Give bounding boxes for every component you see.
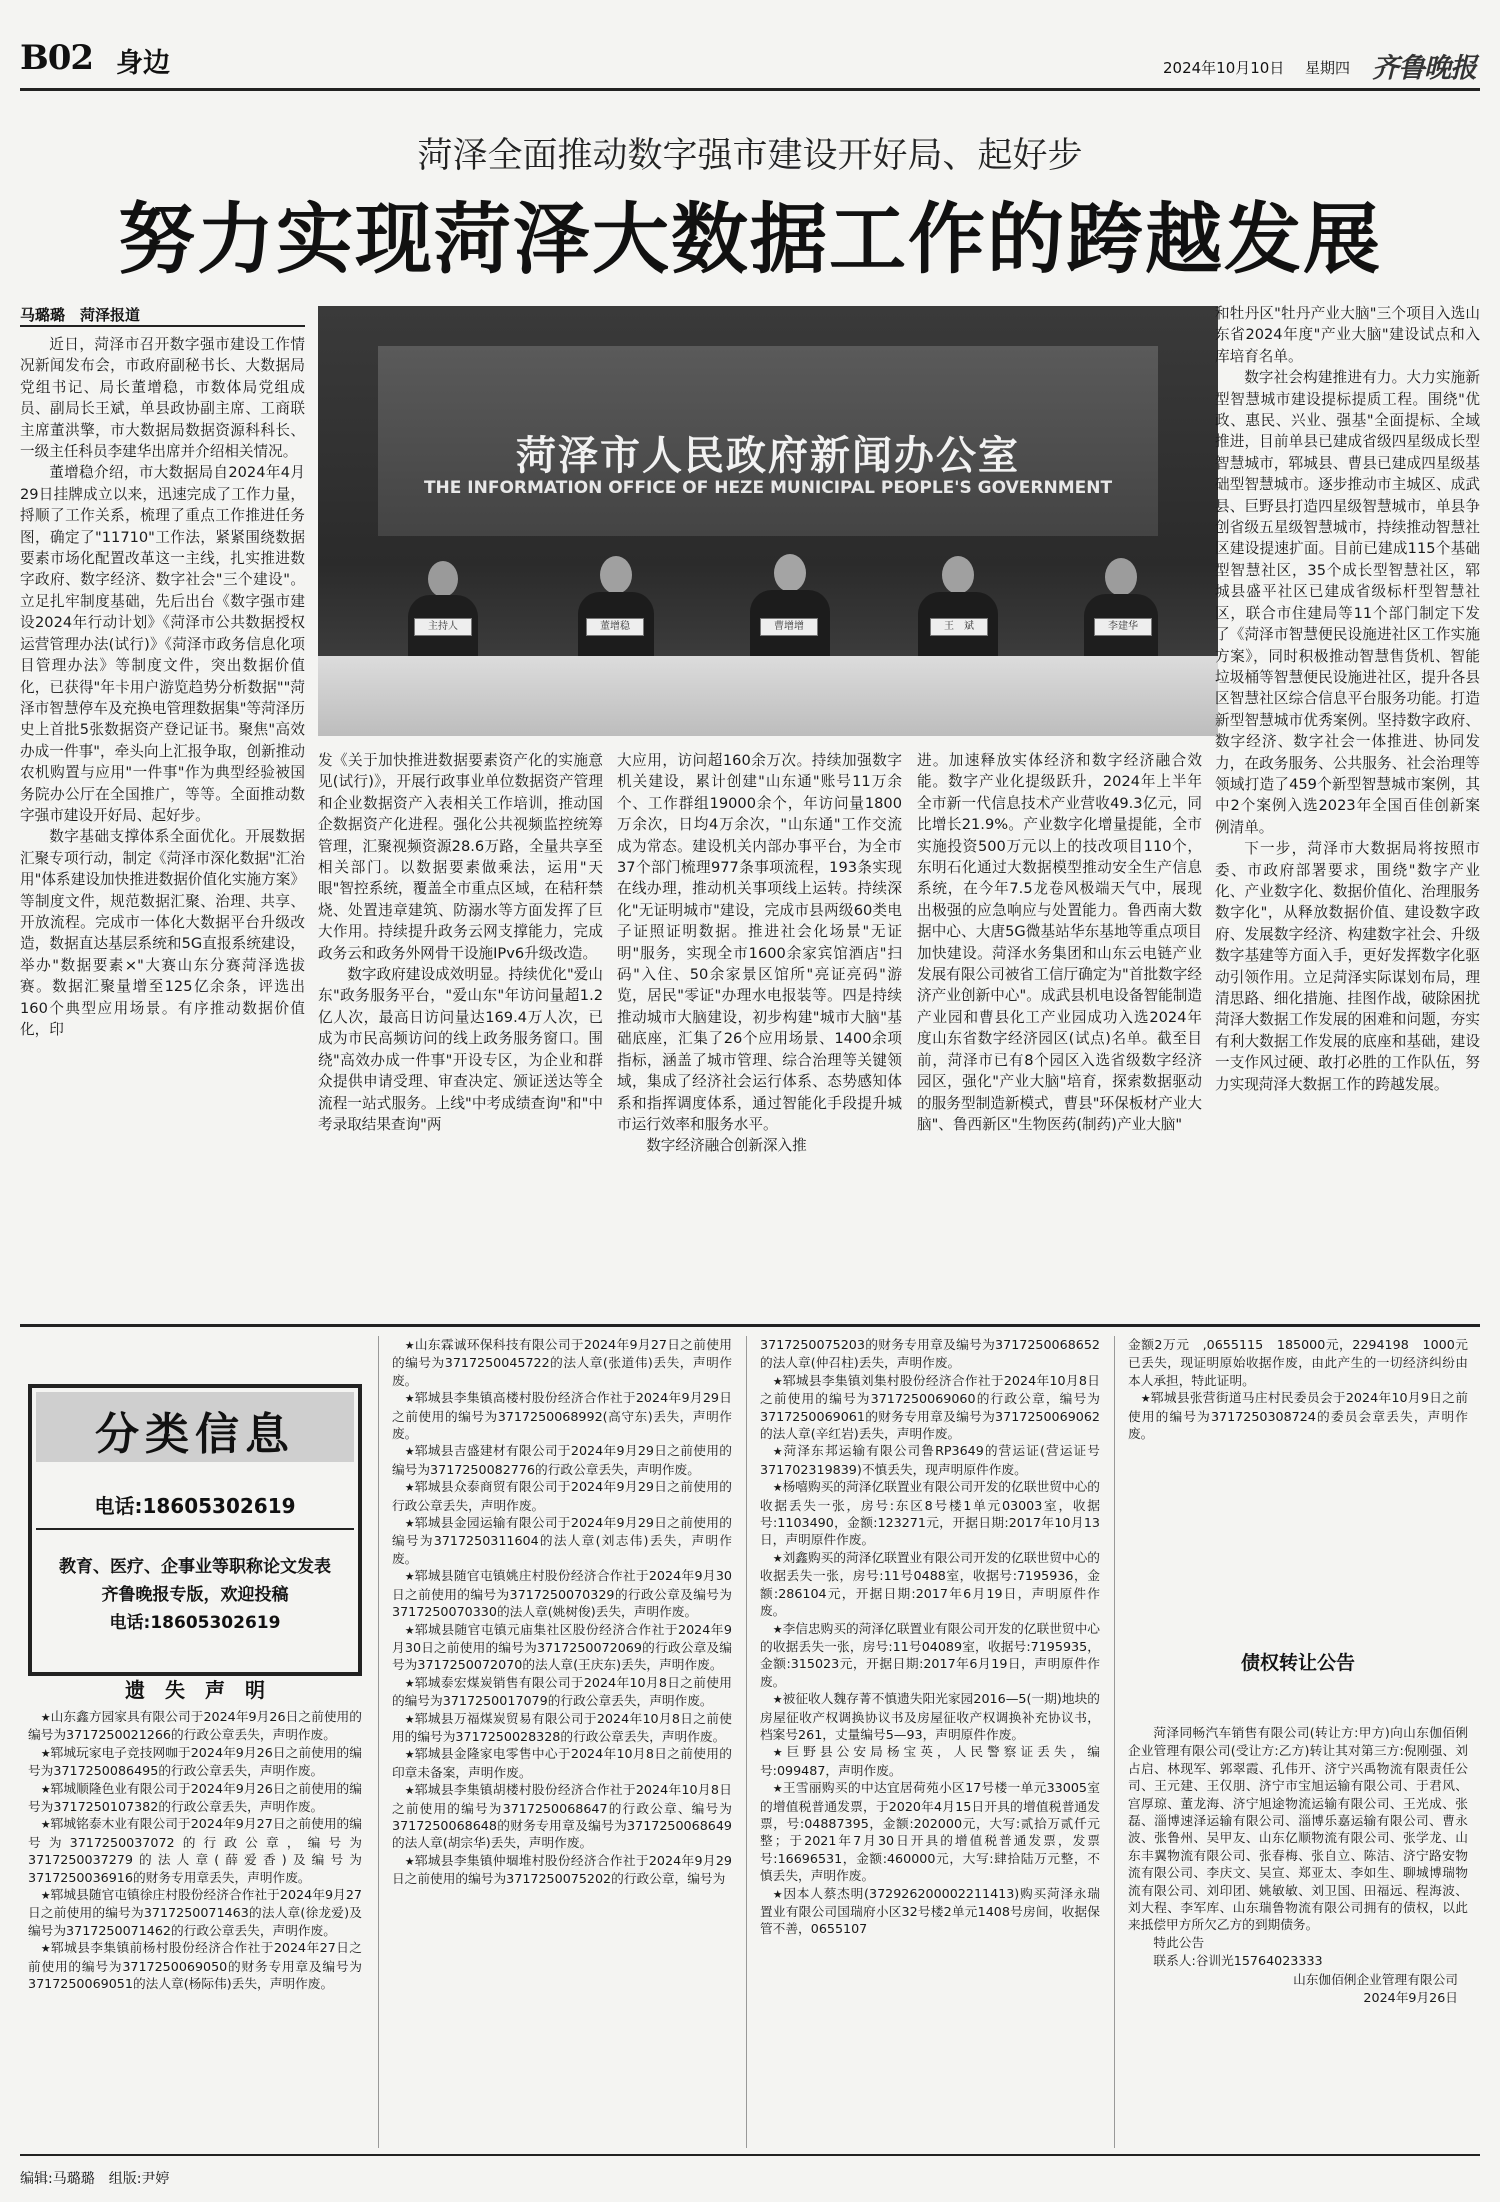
backdrop-banner-en: THE INFORMATION OFFICE OF HEZE MUNICIPAL PEOPLE'S GOVERNMENT: [423, 478, 1113, 498]
list-item: ★ 因本人蔡杰明(372926200002211413)购买菏泽永瑞置业有限公司国瑞府小区32号楼2单元1408号房间，收据保管不善，0655107: [760, 1885, 1100, 1938]
paragraph: 特此公告: [1153, 1934, 1205, 1950]
paragraph: 发《关于加快推进数据要素资产化的实施意见(试行)》，开展行政事业单位数据资产管理和企业数据资产入表相关工作培训，推动国企数据资产化进程。强化公共视频监控统筹管理，汇聚视频资源28.6万路，全量共享至相关部门。以数据要素做乘法，运用"天眼"智控系统，覆盖全市重点区域，在秸秆禁烧、处置违章建筑、防溺水等方面发挥了巨大作用。持续提升政务云网支撑能力，完成政务云和政务外网骨干设施IPv6升级改造。: [318, 752, 603, 962]
section-name: 身边: [116, 48, 170, 79]
paragraph: 下一步，菏泽市大数据局将按照市委、市政府部署要求，围绕"数字产业化、产业数字化、数据价值化、治理服务数字化"，从释放数据价值、建设数字政府、发展数字经济、构建数字社会、升级数字基建等方面入手，更好发挥数字化驱动引领作用。立足菏泽实际谋划布局，理清思路、细化措施、挂图作战，破除困扰菏泽大数据工作发展的困难和问题，夯实有利大数据工作发展的底座和基础，建设一支作风过硬、敢打必胜的工作队伍，努力实现菏泽大数据工作的跨越发展。: [1215, 840, 1480, 1093]
nameplate: 曹增增: [760, 618, 818, 636]
list-item: ★ 王雪丽购买的中达宜居荷苑小区17号楼一单元33005室的增值税普通发票，于2020年4月15日开具的增值税普通发票，号:04887395，金额:202000元，大写:贰拾万贰仟元整；于2021年7月30日开具的增值税普通发票，发票号:16696531，金额:460000元，大写:肆拾陆万元整，不慎丢失，声明作废。: [760, 1779, 1100, 1884]
list-item: ★ 巨野县公安局杨宝英，人民警察证丢失，编号:099487，声明作废。: [760, 1743, 1100, 1779]
footer-rule: [20, 2154, 1480, 2156]
column-divider: [746, 1336, 747, 2148]
classified-rule: [36, 1528, 354, 1530]
column-divider: [378, 1336, 379, 2148]
classified-column-c: [760, 1336, 1100, 2148]
promo-line-2: 齐鲁晚报专版，欢迎投稿: [101, 1585, 289, 1605]
byline-rule: [20, 325, 305, 327]
list-item: ★ 山东霖诚环保科技有限公司于2024年9月27日之前使用的编号为3717250045722的法人章(张道伟)丢失，声明作废。: [392, 1336, 732, 1389]
promo-line-1: 教育、医疗、企事业等职称论文发表: [59, 1557, 331, 1577]
paragraph: 大应用，访问超160余万次。持续加强数字机关建设，累计创建"山东通"账号11万余个、工作群组19000余个，年访问量1800万余次，日均4万余次，"山东通"工作交流成为常态。建设机关内部办事平台，为全市37个部门梳理977条事项流程，193条实现在线办理，推动机关事项线上运转。持续深化"无证明城市"建设，完成市县两级60类电子证照证明数据。推进社会化场景"无证明"服务，实现全市1600余家宾馆酒店"扫码"入住、50余家景区馆所"亮证亮码"游览，居民"零证"办理水电报装等。四是持续推动城市大脑建设，初步构建"城市大脑"基础底座，汇集了26个应用场景、1400余项指标，涵盖了城市管理、综合治理等关键领域，集成了经济社会运行体系、态势感知体系和指挥调度体系，通过智能化手段提升城市运行效率和服务水平。: [617, 752, 902, 1133]
classified-column-a: [28, 1708, 362, 2148]
column-divider: [1114, 1336, 1115, 2148]
header-rule: [20, 88, 1480, 91]
article-column-1: [20, 334, 305, 1314]
list-item: ★ 郓城县李集镇刘集村股份经济合作社于2024年10月8日之前使用的编号为3717250069060的行政公章，编号为3717250069061的财务专用章及编号为3717250069062的法人章(辛红岩)丢失，声明作废。: [760, 1372, 1100, 1443]
list-item: ★ 郓城县万福煤炭贸易有限公司于2024年10月8日之前使用的编号为3717250028328的行政公章丢失，声明作废。: [392, 1710, 732, 1746]
debt-notice-body: [1128, 1724, 1468, 2024]
list-item: 3717250075203的财务专用章及编号为3717250068652的法人章(仲召柱)丢失，声明作废。: [760, 1337, 1100, 1371]
list-item: ★ 郓城县李集镇高楼村股份经济合作社于2024年9月29日之前使用的编号为3717250068992(高守东)丢失，声明作废。: [392, 1389, 732, 1442]
paragraph: 数字社会构建推进有力。大力实施新型智慧城市建设提标提质工程。围绕"优政、惠民、兴业、强基"全面提标、全域推进，目前单县已建成省级四星级成长型智慧城市，郓城县、曹县已建成四星级基础型智慧城市。逐步推动市主城区、成武县、巨野县打造四星级智慧城市，单县争创省级五星级智慧城市，持续推动智慧社区建设提速扩面。目前已建成115个基础型智慧社区，35个成长型智慧社区，郓城县盛平社区已建成省级标杆型智慧社区，联合市住建局等11个部门制定下发了《菏泽市智慧便民设施进社区工作实施方案》，同时积极推动智慧售货机、智能垃圾桶等智慧便民设施进社区，提升各县区智慧社区综合信息平台服务功能。打造新型智慧城市优秀案例。坚持数字政府、数字经济、数字社会一体推进、协同发力，在政务服务、公共服务、社会治理等领域打造了459个新型智慧城市案例，其中2个案例入选2023年全国百佳创新案例清单。: [1215, 369, 1480, 836]
paragraph: 和牡丹区"牡丹产业大脑"三个项目入选山东省2024年度"产业大脑"建设试点和入库培育名单。: [1215, 305, 1480, 365]
list-item: ★ 菏泽东邦运输有限公司鲁RP3649的营运证(营运证号371702319839)不慎丢失，现声明原件作废。: [760, 1442, 1100, 1478]
list-item: ★ 郓城县李集镇仲堌堆村股份经济合作社于2024年9月29日之前使用的编号为3717250075202的行政公章，编号为: [392, 1852, 732, 1888]
issue-date: 2024年10月10日: [1163, 59, 1285, 77]
list-item: ★ 郓城县随官屯镇姚庄村股份经济合作社于2024年9月30日之前使用的编号为3717250070329的行政公章及编号为3717250070330的法人章(姚树俊)丢失，声明作废。: [392, 1567, 732, 1620]
speaker-figure: [578, 556, 654, 672]
byline: 马璐璐 菏泽报道: [20, 306, 141, 324]
list-item: ★ 郓城县随官屯镇元庙集社区股份经济合作社于2024年9月30日之前使用的编号为3717250072069的行政公章及编号为3717250072070的法人章(王庆东)丢失，声明作废。: [392, 1621, 732, 1674]
debt-notice-title: 债权转让公告: [1240, 1652, 1355, 1674]
paragraph: 进。加速释放实体经济和数字经济融合效能。数字产业化提级跃升，2024年上半年全市新一代信息技术产业营收49.3亿元，同比增长21.9%。产业数字化增量提能，全市实施投资500万元以上的技改项目110个，东明石化通过大数据模型推动安全生产信息系统，在今年7.5龙卷风极端天气中，展现出极强的应急响应与处置能力。鲁西南大数据中心、大唐5G微基站华东基地等重点项目加快建设。菏泽水务集团和山东云电链产业发展有限公司被省工信厅确定为"首批数字经济产业创新中心"。成武县机电设备智能制造产业园和曹县化工产业园成功入选2024年度山东省数字经济园区(试点)名单。截至目前，菏泽市已有8个园区入选省级数字经济园区，强化"产业大脑"培育，探索数据驱动的服务型制造新模式，曹县"环保板材产业大脑"、鲁西新区"生物医药(制药)产业大脑": [917, 752, 1202, 1133]
classified-title: 分类信息: [95, 1409, 295, 1460]
classified-phone: 电话:18605302619: [94, 1494, 296, 1518]
list-item: ★ 郓城县金隆家电零售中心于2024年10月8日之前使用的印章未备案，声明作废。: [392, 1745, 732, 1781]
speaker-figure: [408, 561, 478, 671]
classified-column-d: [1128, 1336, 1468, 1506]
article-title: 努力实现菏泽大数据工作的跨越发展: [118, 195, 1382, 285]
article-column-2: [318, 750, 603, 1314]
list-item: ★ 杨嘻购买的菏泽亿联置业有限公司开发的亿联世贸中心的收据丢失一张，房号:东区8号楼1单元03003室，收据号:1103490，金额:123271元，开据日期:2017年10月13日，声明原件作废。: [760, 1478, 1100, 1549]
list-item: ★ 郓城县金园运输有限公司于2024年9月29日之前使用的编号为3717250311604的法人章(刘志伟)丢失，声明作废。: [392, 1514, 732, 1567]
promo-phone: 电话:18605302619: [109, 1613, 281, 1633]
editor-credit: 编辑:马璐璐 组版:尹婷: [20, 2171, 170, 2187]
list-item: ★ 郓城玩家电子竞技网咖于2024年9月26日之前使用的编号为3717250086495的行政公章丢失，声明作废。: [28, 1744, 362, 1780]
press-conference-photo: [318, 306, 1218, 736]
article-column-4: [917, 750, 1202, 1314]
paragraph: 联系人:谷训光15764023333: [1153, 1953, 1323, 1969]
speaker-figure: [1084, 558, 1158, 672]
list-item: ★ 郓城顺隆色业有限公司于2024年9月26日之前使用的编号为3717250107382的行政公章丢失，声明作废。: [28, 1780, 362, 1816]
list-item: ★ 郓城县随官屯镇徐庄村股份经济合作社于2024年9月27日之前使用的编号为3717250071463的法人章(徐龙爱)及编号为3717250071462的行政公章丢失，声明作废。: [28, 1886, 362, 1939]
issue-weekday: 星期四: [1305, 59, 1351, 77]
nameplate: 董增稳: [586, 618, 644, 636]
list-item: 金额2万元 ,0655115 185000元，2294198 1000元已丢失，现证明原始收据作废，由此产生的一切经济纠纷由本人承担，特此证明。: [1128, 1337, 1468, 1388]
list-item: ★ 郓城县李集镇前杨村股份经济合作社于2024年27日之前使用的编号为3717250069050的财务专用章及编号为3717250069051的法人章(杨际伟)丢失，声明作废。: [28, 1939, 362, 1992]
paragraph: 数字政府建设成效明显。持续优化"爱山东"政务服务平台，"爱山东"年访问量超1.2亿人次，最高日访问量达169.4万人次，已成为市民高频访问的线上政务服务窗口。围绕"高效办成一件事"开设专区，为企业和群众提供申请受理、审查决定、颁证送达等全流程一站式服务。上线"中考成绩查询"和"中考录取结果查询"两: [318, 966, 603, 1133]
list-item: ★ 郓城铭泰木业有限公司于2024年9月27日之前使用的编号为3717250037072的行政公章，编号为3717250037279的法人章(薛爱香)及编号为3717250036916的财务专用章丢失，声明作废。: [28, 1815, 362, 1886]
list-item: ★ 被征收人魏存菁不慎遗失阳光家园2016—5(一期)地块的房屋征收产权调换协议书及房屋征收产权调换补充协议书，档案号261，丈量编号5—93，声明原件作废。: [760, 1690, 1100, 1743]
conference-table: [318, 656, 1218, 736]
list-item: ★ 郓城县张营街道马庄村民委员会于2024年10月9日之前使用的编号为3717250308724的委员会章丢失，声明作废。: [1128, 1389, 1468, 1442]
paragraph: 近日，菏泽市召开数字强市建设工作情况新闻发布会，市政府副秘书长、大数据局党组书记、局长董增稳，市数体局党组成员、副局长王斌，单县政协副主席、工商联主席董洪擎，市大数据局数据资源科科长、一级主任科员李建华出席并介绍相关情况。: [20, 336, 305, 461]
signature-line: 山东伽佰俐企业管理有限公司: [1293, 1971, 1458, 1987]
backdrop-banner-cn: 菏泽市人民政府新闻办公室: [516, 433, 1020, 479]
article-column-3: [617, 750, 902, 1314]
paragraph: 数字经济融合创新深入推: [646, 1137, 807, 1155]
section-divider: [20, 1324, 1480, 1327]
list-item: ★ 郓城县吉盛建材有限公司于2024年9月29日之前使用的编号为3717250082776的行政公章丢失，声明作废。: [392, 1442, 732, 1478]
speaker-figure: [750, 554, 830, 672]
list-item: ★ 李信忠购买的菏泽亿联置业有限公司开发的亿联世贸中心的收据丢失一张，房号:11号04089室，收据号:7195935，金额:315023元，开据日期:2017年6月19日，声明原件作废。: [760, 1620, 1100, 1691]
article-kicker: 菏泽全面推动数字强市建设开好局、起好步: [417, 136, 1083, 176]
article-column-5: [1215, 303, 1480, 1314]
paragraph: 数字基础支撑体系全面优化。开展数据汇聚专项行动，制定《菏泽市深化数据"汇治用"体系建设加快推进数据价值化实施方案》等制度文件，规范数据汇聚、治理、共享、开放流程。完成市一体化大数据平台升级改造，数据直达基层系统和5G直报系统建设，举办"数据要素×"大赛山东分赛菏泽选拔赛。数据汇聚量增至125亿余条，评选出160个典型应用场景。有序推动数据价值化，印: [20, 828, 305, 1038]
list-item: ★ 郓城县李集镇胡楼村股份经济合作社于2024年10月8日之前使用的编号为3717250068647的行政公章、编号为3717250068648的财务专用章及编号为3717250068649的法人章(胡宗华)丢失，声明作废。: [392, 1781, 732, 1852]
speaker-figure: [918, 556, 998, 672]
page-code: B02: [20, 38, 94, 78]
list-item: ★ 郓城县众泰商贸有限公司于2024年9月29日之前使用的行政公章丢失，声明作废。: [392, 1478, 732, 1514]
paragraph: 董增稳介绍，市大数据局自2024年4月29日挂牌成立以来，迅速完成了工作力量，捋顺了工作关系，梳理了重点工作推进任务图，确定了"11710"工作法，紧紧围绕数据要素市场化配置改革这一主线，扎实推进数字政府、数字经济、数字社会"三个建设"。立足扎牢制度基础，先后出台《数字强市建设2024年行动计划》《菏泽市公共数据授权运营管理办法(试行)》《菏泽市政务信息化项目管理办法》等制度文件，突出数据价值化，已获得"年卡用户游览趋势分析数据""菏泽市智慧停车及充换电管理数据集"等菏泽历史上首批5张数据资产登记证书。聚焦"高效办成一件事"，牵头向上汇报争取，创新推动农机购置与应用"一件事"作为典型经验被国务院办公厅在全国推广，等等。全面推动数字强市建设开好局、起好步。: [20, 464, 305, 824]
nameplate: 李建华: [1094, 618, 1152, 636]
paragraph: 菏泽同畅汽车销售有限公司(转让方:甲方)向山东伽佰俐企业管理有限公司(受让方:乙方)转让其对第三方:倪刚强、刘占启、林现军、郭翠霞、孔伟开、济宁兴禹物流有限责任公司、王元建、王仅朋、济宁市宝旭运输有限公司、于君风、宫厚琼、董龙海、济宁旭途物流运输有限公司、王光成、张磊、淄博速泽运输有限公司、淄博乐嘉运输有限公司、曹永波、张鲁州、吴甲友、山东亿顺物流有限公司、张学龙、山东丰翼物流有限公司、张春梅、张自立、陈洁、济宁路安物流有限公司、李庆文、吴宣、郑亚太、李如生、聊城博瑞物流有限公司、刘印团、姚敏敏、刘卫国、田福远、程海波、刘大程、李军库、山东瑞鲁物流有限公司拥有的债权，以此来抵偿甲方所欠乙方的到期债务。: [1128, 1725, 1468, 1933]
signature-date: 2024年9月26日: [1363, 1990, 1458, 2006]
list-item: ★ 刘鑫购买的菏泽亿联置业有限公司开发的亿联世贸中心的收据丢失一张，房号:11号0488室，收据号:7195936，金额:286104元，开据日期:2017年6月19日，声明原件作废。: [760, 1549, 1100, 1620]
nameplate: 王 斌: [930, 618, 988, 636]
nameplate: 主持人: [414, 618, 472, 636]
masthead-logo: 齐鲁晚报: [1372, 53, 1476, 84]
list-item: ★ 山东鑫方园家具有限公司于2024年9月26日之前使用的编号为3717250021266的行政公章丢失，声明作废。: [28, 1708, 362, 1744]
classified-column-b: [392, 1336, 732, 2148]
list-item: ★ 郓城泰宏煤炭销售有限公司于2024年10月8日之前使用的编号为3717250017079的行政公章丢失，声明作废。: [392, 1674, 732, 1710]
loss-notice-title: 遗 失 声 明: [125, 1678, 265, 1702]
